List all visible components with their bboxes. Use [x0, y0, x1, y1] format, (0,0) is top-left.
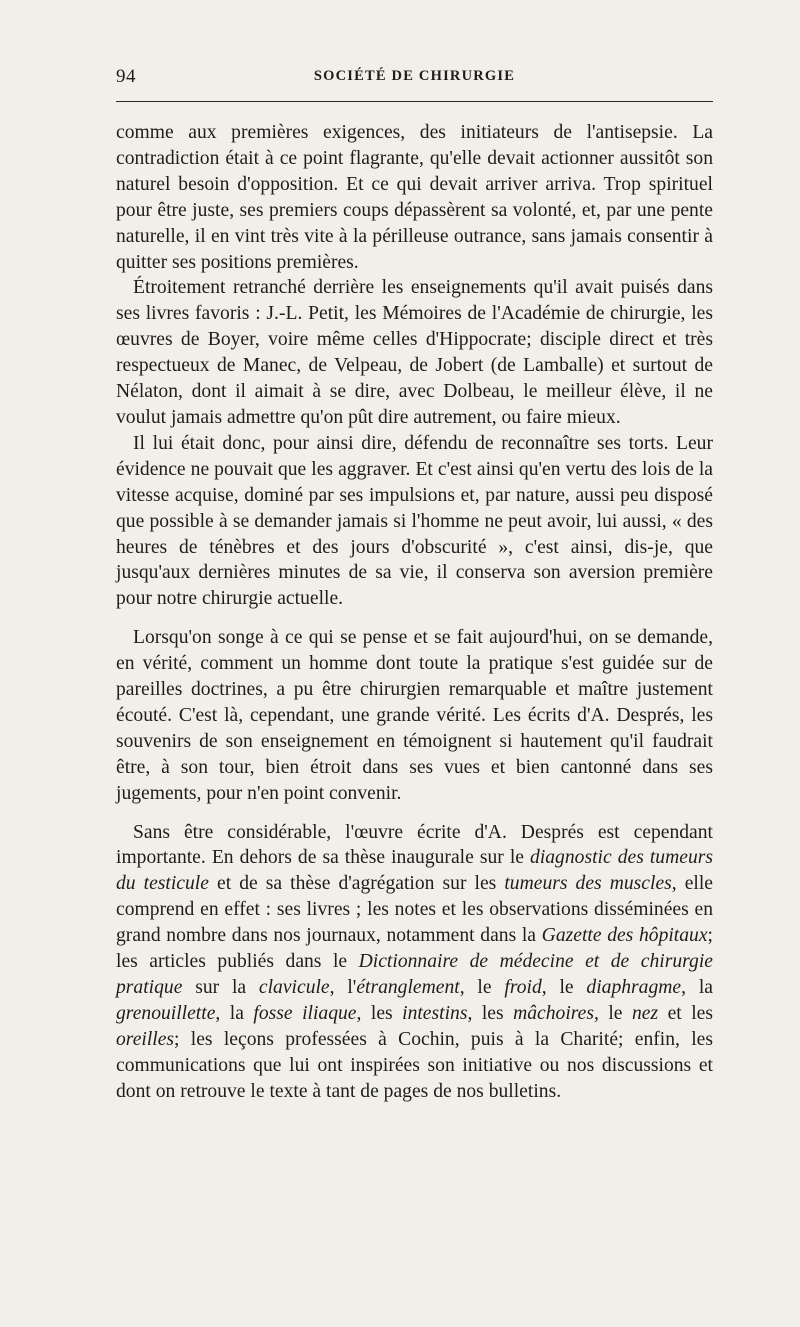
body-text [116, 120, 713, 1105]
italic-title: froid [504, 977, 542, 998]
italic-title: intestins [402, 1002, 468, 1024]
italic-title: nez [631, 1002, 659, 1024]
page-number: 94 [116, 66, 136, 87]
italic-title: mâchoires [513, 1002, 594, 1024]
italic-title: tumeurs des muscles [504, 873, 672, 895]
italic-title: clavicule [258, 977, 330, 998]
italic-title: grenouillette [116, 1002, 216, 1024]
italic-title: diaphragme [586, 977, 682, 998]
italic-title: étranglement [356, 977, 460, 998]
paragraph-torts: Il lui était donc, pour ainsi dire, défendu de reconnaître ses torts. Leur évidence ne pouvait que les aggraver. Et c'est ainsi qu'en vertu des lois de la vitesse acquise, dominé par ses impulsions et, par nature, aussi peu disposé que possible à se demander jamais si l'homme ne peut avoir, lui aussi, « des heures de ténèbres et des jours d'obscurité », c'est ainsi, dis-je, que jusqu'aux dernières minutes de sa vie, il conserva son aversion première pour notre chirurgie actuelle. [116, 432, 713, 610]
paragraph-oeuvre: Sans être considérable, l'œuvre écrite d'A. Després est cependant importante. En dehors de sa thèse inaugurale sur le diagnostic des tumeurs du testicule et de sa thèse d'agrégation sur les tumeurs des muscles, elle comprend en effet : ses livres ; les notes et les observations disséminées en grand nombre dans nos journaux, notamment dans la Gazette des hôpitaux; les articles publiés dans le Dictionnaire de médecine et de chirurgie pratique sur la clavicule, l'étranglement, le froid, le diaphragme, la grenouillette, la fosse iliaque, les intestins, les mâchoires, le nez et les oreilles; les leçons professées à Cochin, puis à la Charité; enfin, les communications que lui ont inspirées son initiative ou nos discussions et dont on retrouve le texte à tant de pages de nos bulletins. [116, 821, 714, 1102]
italic-title: Gazette des hôpitaux [541, 925, 708, 947]
italic-title: Dictionnaire de médecine et de chirurgie pratique [116, 951, 713, 998]
paragraph-continuation: comme aux premières exigences, des initiateurs de l'antisepsie. La contradiction était à ce point flagrante, qu'elle devait actionner aussitôt son naturel besoin d'opposition. Et ce qui devait arriver arriva. Trop spirituel pour être juste, ses premiers coups dépassèrent sa volonté, et, par une pente naturelle, il en vint très vite à la périlleuse outrance, sans jamais consentir à quitter ses positions premières. [116, 122, 713, 273]
paragraph-retranche: Étroitement retranché derrière les enseignements qu'il avait puisés dans ses livres favoris : J.-L. Petit, les Mémoires de l'Académie de chirurgie, les œuvres de Boyer, voire même celles d'Hippocrate; disciple direct et très respectueux de Manec, de Velpeau, de Jobert (de Lamballe) et surtout de Nélaton, dont il aimait à se dire, avec Dolbeau, le meilleur élève, il ne voulut jamais admettre qu'on pût dire autrement, ou faire mieux. [116, 277, 713, 428]
paragraph-lorsquon: Lorsqu'on songe à ce qui se pense et se fait aujourd'hui, on se demande, en vérité, comment un homme dont toute la pratique s'est guidée sur de pareilles doctrines, a pu être chirurgien remarquable et maître justement écouté. C'est là, cependant, une grande vérité. Les écrits d'A. Després, les souvenirs de son enseignement en témoignent si hautement qu'il faudrait être, à son tour, bien étroit dans ses vues et bien cantonné dans ses jugements, pour n'en point convenir. [116, 627, 713, 804]
running-title: SOCIÉTÉ DE CHIRURGIE [313, 68, 516, 84]
italic-title: diagnostic des tumeurs du testicule [116, 847, 713, 895]
italic-title: oreilles [116, 1028, 175, 1050]
page-header [116, 60, 713, 90]
italic-title: fosse iliaque [253, 1002, 357, 1024]
header-rule [116, 101, 713, 102]
